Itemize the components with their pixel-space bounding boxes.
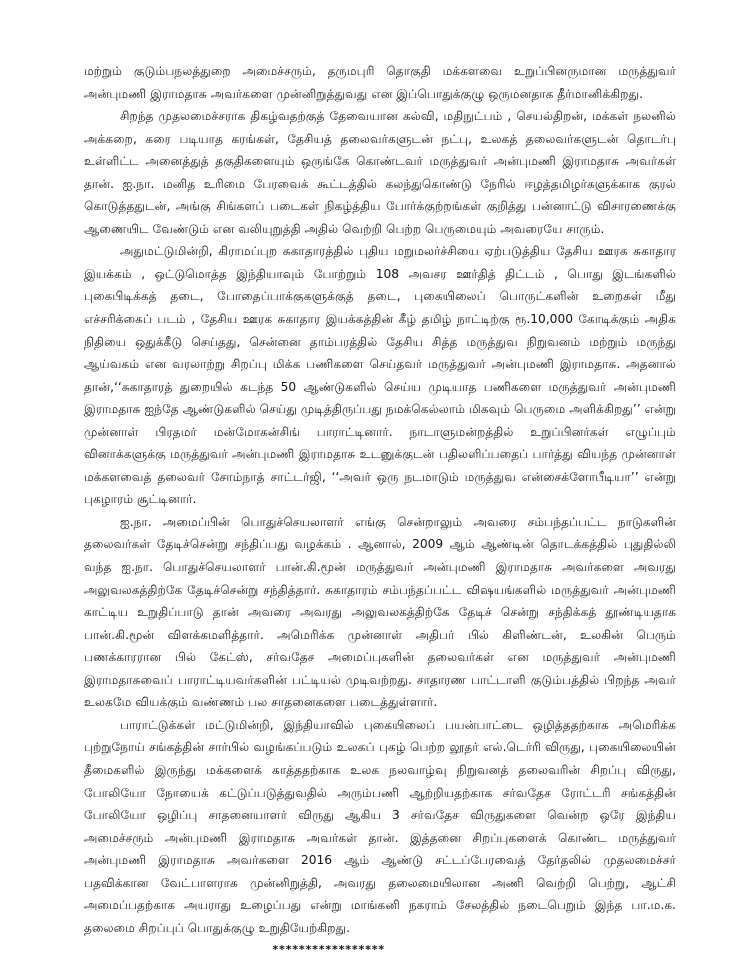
separator-asterisks: ***************** [272, 943, 385, 957]
paragraph-2-qualifications: சிறந்த முதலமைச்சராக திகழ்வதற்குத் தேவையான கல்வி, மதிநுட்பம் , செயல்திறன், மக்கள் நலனில் அக்கறை, கரை படியாத கரங்கள், தேசியத் தலைவர்களுடன் நட்பு, உலகத் தலைவர்களுடன் தொடர்பு உள்ளிட்ட அனைத்துத் தகுதிகளையும் ஒருங்கே கொண்டவர் மருத்துவர் அன்புமணி இராமதாசு அவர்கள் தான். ஐ.நா. மனித உரிமை பேரவைக் கூட்டத்தில் கலந்துகொண்டு நேரில் ஈழத்தமிழர்களுக்காக குரல் கொடுத்ததுடன், அங்கு சிங்களப் படைகள் நிகழ்த்திய போர்க்குற்றங்கள் குறித்து பன்னாட்டு விசாரணைக்கு ஆணையிட வேண்டும் என வலியுறுத்தி அதில் வெற்றி பெற்ற பெருமையும் அவரையே சாரும். [84, 109, 676, 236]
paragraph-4-un-recognition: ஐ.நா. அமைப்பின் பொதுச்செயலாளர் எங்கு சென்றாலும் அவரை சம்பந்தப்பட்ட நாடுகளின் தலைவர்கள் தேடிச்சென்று சந்திப்பது வழக்கம் . ஆனால், 2009 ஆம் ஆண்டின் தொடக்கத்தில் புதுதில்லி வந்த ஐ.நா. பொதுச்செயலாளர் பான்.கி.மூன் மருத்துவர் அன்புமணி இராமதாசு அவர்களை அவரது அலுவலகத்திற்கே தேடிச்சென்று சந்தித்தார். சுகாதாரம் சம்பந்தப்பட்ட விஷயங்களில் மருத்துவர் அன்புமணி காட்டிய உறுதிப்பாடு தான் அவரை அவரது அலுவலகத்திற்கே தேடிச் சென்று சந்திக்கத் தூண்டியதாக பான்.கி.மூன் விளக்கமளித்தார். அமெரிக்க முன்னாள் அதிபர் பில் கிளிண்டன், உலகின் பெரும் பணக்காரரான பில் கேட்ஸ், சர்வதேச அமைப்புகளின் தலைவர்கள் என மருத்துவர் அன்புமணி இராமதாசுவைப் பாராட்டியவர்களின் பட்டியல் முடிவற்றது. சாதாரண பாட்டாளி குடும்பத்தில் பிறந்த அவர் உலகமே வியக்கும் வண்ணம் பல சாதனைகளை படைத்துள்ளார். [84, 514, 676, 710]
paragraph-1-continuation: மற்றும் குடும்பநலத்துறை அமைச்சரும், தருமபுரி தொகுதி மக்களவை உறுப்பினருமான மருத்துவர் அன்புமணி இராமதாசு அவர்களை முன்னிறுத்துவது என இப்பொதுக்குழு ஒருமனதாக தீர்மானிக்கிறது. [84, 64, 676, 101]
document-page [84, 60, 676, 962]
paragraph-5-awards-resolution: பாராட்டுக்கள் மட்டுமின்றி, இந்தியாவில் புகையிலைப் பயன்பாட்டை ஒழித்ததற்காக அமெரிக்க புற்றுநோய் சங்கத்தின் சார்பில் வழங்கப்படும் உலகப் புகழ் பெற்ற லூதர் எல்.டெர்ரி விருது, புகையிலையின் தீமைகளில் இருந்து மக்களைக் காத்ததற்காக உலக நலவாழ்வு நிறுவனத் தலைவரின் சிறப்பு விருது, போலியோ நோயைக் கட்டுப்படுத்துவதில் அரும்பணி ஆற்றியதற்காக சர்வதேச ரோட்டரி சங்கத்தின் போலியோ ஒழிப்பு சாதனையாளர் விருது ஆகிய 3 சர்வதேச விருதுகளை வென்ற ஒரே இந்திய அமைச்சரும் அன்புமணி இராமதாசு அவர்கள் தான். இத்தனை சிறப்புகளைக் கொண்ட மருத்துவர் அன்புமணி இராமதாசு அவர்களை 2016 ஆம் ஆண்டு சட்டப்பேரவைத் தேர்தலில் முதலமைச்சர் பதவிக்கான வேட்பாளராக முன்னிறுத்தி, அவரது தலைமையிலான அணி வெற்றி பெற்று, ஆட்சி அமைப்பதற்காக அயராது உழைப்பது என்று மாங்கனி நகராம் சேலத்தில் நடைபெறும் இந்த பா.ம.க. தலைமை சிறப்புப் பொதுக்குழு உறுதியேற்கிறது. [84, 717, 676, 935]
paragraph-3-achievements: அதுமட்டுமின்றி, கிராமப்புற சுகாதாரத்தில் புதிய மறுமலர்ச்சியை ஏற்படுத்திய தேசிய ஊரக சுகாதார இயக்கம் , ஒட்டுமொத்த இந்தியாவும் போற்றும் 108 அவசர ஊர்தித் திட்டம் , பொது இடங்களில் புகைபிடிக்கத் தடை, போதைப்பாக்குகளுக்குத் தடை, புகையிலைப் பொருட்களின் உறைகள் மீது எச்சரிக்கைப் படம் , தேசிய ஊரக சுகாதார இயக்கத்தின் கீழ் தமிழ் நாட்டிற்கு ரூ.10,000 கோடிக்கும் அதிக நிதியை ஒதுக்கீடு செய்தது, சென்னை தாம்பரத்தில் தேசிய சித்த மருத்துவ நிறுவனம் மற்றும் மருந்து ஆய்வகம் என வரலாற்று சிறப்பு மிக்க பணிகளை செய்தவர் மருத்துவர் அன்புமணி இராமதாசு. அதனால் தான்,‘‘சுகாதாரத் துறையில் கடந்த 50 ஆண்டுகளில் செய்ய முடியாத பணிகளை மருத்துவர் அன்புமணி இராமதாசு ஐந்தே ஆண்டுகளில் செய்து முடித்திருப்பது நமக்கெல்லாம் மிகவும் பெருமை அளிக்கிறது’’ என்று முன்னாள் பிரதமர் மன்மோகன்சிங் பாராட்டினார். நாடாளுமன்றத்தில் உறுப்பினர்கள் எழுப்பும் வினாக்களுக்கு மருத்துவர் அன்புமணி இராமதாசு உடனுக்குடன் பதிலளிப்பதைப் பார்த்து வியந்த முன்னாள் மக்களவைத் தலைவர் சோம்நாத் சாட்டர்ஜி, ‘‘அவர் ஒரு நடமாடும் மருத்துவ என்சைக்ளோபீடியா’’ என்று புகழாரம் சூட்டினார். [84, 244, 677, 507]
